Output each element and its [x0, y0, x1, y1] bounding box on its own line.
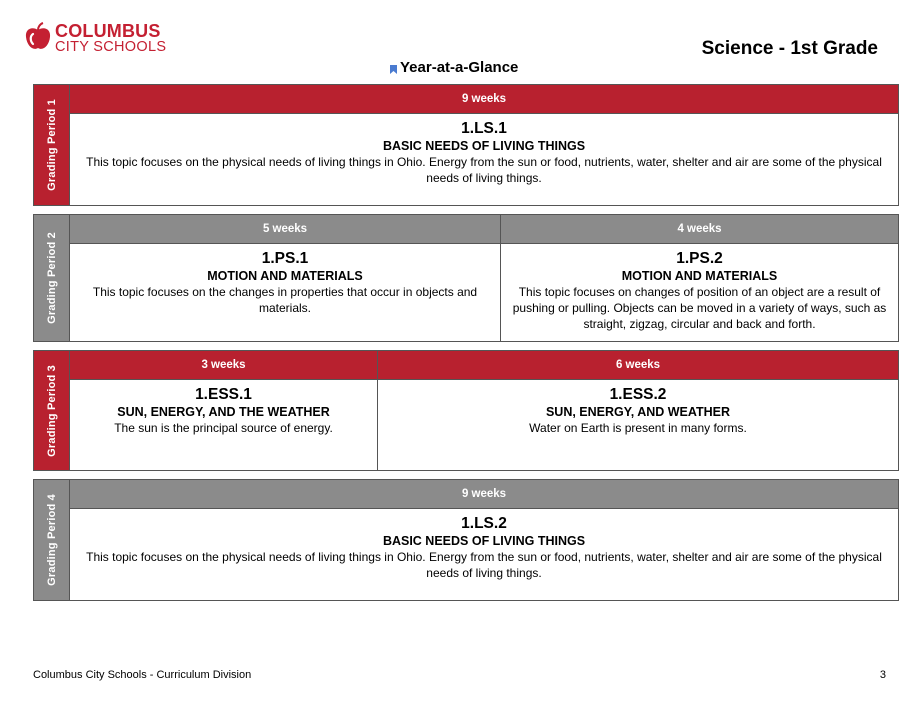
unit-name: MOTION AND MATERIALS: [207, 269, 363, 283]
footer-division: Columbus City Schools - Curriculum Division: [33, 669, 252, 681]
unit-body: [378, 380, 898, 440]
period-label: Grading Period 3: [45, 364, 58, 457]
unit-body: [501, 244, 898, 336]
unit-column: [377, 351, 898, 470]
unit-description: This topic focuses on changes of position of an object are a result of pushing or pulling. Objects can be moved in a variety of ways, such as straight, zigzag, circular and back and forth.: [512, 285, 887, 331]
subtitle-text: Year-at-a-Glance: [400, 59, 519, 76]
unit-column: [70, 480, 898, 600]
grading-period-4: [33, 479, 899, 601]
unit-name: BASIC NEEDS OF LIVING THINGS: [382, 534, 586, 548]
grading-period-3: [33, 350, 899, 471]
unit-description: This topic focuses on the physical needs of living things in Ohio. Energy from the sun or food, nutrients, water, shelter and air are some of the physical needs of living things.: [86, 155, 882, 185]
grading-period-1: [33, 84, 899, 206]
unit-code: 1.PS.2: [676, 250, 723, 267]
unit-code: 1.PS.1: [261, 250, 309, 267]
period-label-cell: [34, 480, 70, 600]
unit-code: 1.LS.2: [461, 515, 507, 532]
unit-column: [70, 351, 377, 470]
bookmark-icon: [389, 64, 398, 75]
unit-weeks: 9 weeks: [70, 85, 898, 114]
logo-line-1: COLUMBUS: [55, 21, 161, 41]
period-label-cell: [34, 215, 70, 341]
unit-name: SUN, ENERGY, AND THE WEATHER: [117, 405, 330, 419]
unit-description: Water on Earth is present in many forms.: [529, 421, 747, 435]
unit-body: [70, 380, 377, 440]
unit-weeks: 3 weeks: [70, 351, 377, 380]
unit-weeks: 5 weeks: [70, 215, 500, 244]
unit-description: The sun is the principal source of energy.: [114, 421, 333, 435]
unit-weeks: 9 weeks: [70, 480, 898, 509]
unit-name: BASIC NEEDS OF LIVING THINGS: [382, 139, 586, 153]
unit-code: 1.ESS.1: [195, 386, 252, 403]
page-subtitle: [389, 59, 518, 77]
unit-weeks: 4 weeks: [501, 215, 898, 244]
period-label: Grading Period 4: [45, 494, 58, 586]
unit-name: SUN, ENERGY, AND WEATHER: [545, 405, 731, 419]
unit-column: [500, 215, 898, 341]
unit-name: MOTION AND MATERIALS: [621, 269, 778, 283]
unit-body: [70, 114, 898, 190]
unit-description: This topic focuses on the changes in properties that occur in objects and materials.: [92, 285, 478, 315]
unit-body: [70, 244, 500, 320]
unit-column: [70, 215, 500, 341]
unit-code: 1.ESS.2: [609, 386, 667, 403]
unit-column: [70, 85, 898, 205]
period-label-cell: [34, 351, 70, 470]
columbus-city-schools-logo: [24, 22, 174, 58]
logo-line-2: CITY SCHOOLS: [55, 39, 167, 55]
unit-code: 1.LS.1: [461, 120, 507, 137]
grading-period-2: [33, 214, 899, 342]
page-title: Science - 1st Grade: [701, 38, 878, 59]
period-label-cell: [34, 85, 70, 205]
unit-weeks: 6 weeks: [378, 351, 898, 380]
period-label: Grading Period 2: [45, 232, 58, 324]
unit-body: [70, 509, 898, 585]
page-number: 3: [879, 669, 886, 681]
period-label: Grading Period 1: [45, 99, 58, 191]
apple-icon: [24, 22, 52, 52]
unit-description: This topic focuses on the physical needs of living things in Ohio. Energy from the sun or food, nutrients, water, shelter and air are some of the physical needs of living things.: [86, 550, 882, 580]
